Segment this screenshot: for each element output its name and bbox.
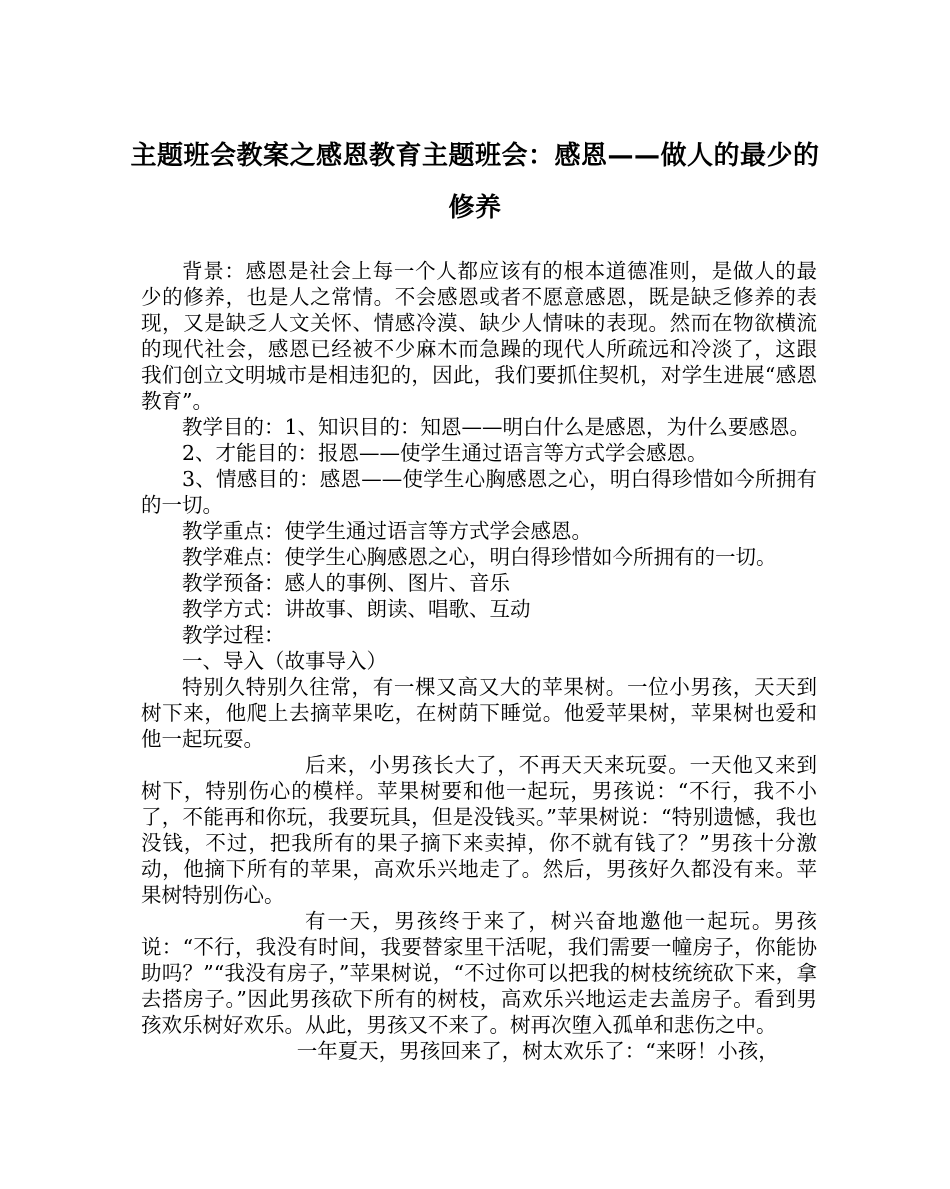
paragraph-story-2: 后来，小男孩长大了，不再天天来玩耍。一天他又来到树下，特别伤心的模样。苹果树要和他一起玩，男孩说：“不行，我不小了，不能再和你玩，我要玩具，但是没钱买。”苹果树说：“特别遗憾，我也没钱，不过，把我所有的果子摘下来卖掉，你不就有钱了？”男孩十分激动，他摘下所有的苹果，高欢乐兴地走了。然后，男孩好久都没有来。苹果树特别伤心。 — [141, 753, 817, 907]
paragraph-teaching-goal-3: 3、情感目的：感恩——使学生心胸感恩之心，明白得珍惜如今所拥有的一切。 — [141, 467, 817, 517]
paragraph-story-1: 特别久特别久往常，有一棵又高又大的苹果树。一位小男孩，天天到树下来，他爬上去摘苹果吃，在树荫下睡觉。他爱苹果树，苹果树也爱和他一起玩耍。 — [141, 675, 817, 751]
paragraph-difficulty: 教学难点：使学生心胸感恩之心，明白得珍惜如今所拥有的一切。 — [182, 545, 777, 569]
paragraph-teaching-goal-2: 2、才能目的：报恩——使学生通过语言等方式学会感恩。 — [182, 441, 708, 465]
paragraph-preparation: 教学预备：感人的事例、图片、音乐 — [182, 571, 510, 595]
document-body — [141, 258, 817, 1064]
paragraph-story-4: 一年夏天，男孩回来了，树太欢乐了：“来呀！小孩， — [296, 1039, 779, 1063]
document-title: 主题班会教案之感恩教育主题班会：感恩——做人的最少的修养 — [130, 141, 820, 223]
paragraph-section-intro: 一、导入（故事导入） — [182, 649, 387, 673]
paragraph-background: 背景：感恩是社会上每一个人都应该有的根本道德准则，是做人的最少的修养，也是人之常情。不会感恩或者不愿意感恩，既是缺乏修养的表现，又是缺乏人文关怀、情感冷漠、缺少人情味的表现。然而在物欲横流的现代社会，感恩已经被不少麻木而急躁的现代人所疏远和冷淡了，这跟我们创立文明城市是相违犯的，因此，我们要抓住契机，对学生进展“感恩教育”。 — [141, 259, 817, 413]
paragraph-process: 教学过程： — [182, 623, 285, 647]
paragraph-story-3: 有一天，男孩终于来了，树兴奋地邀他一起玩。男孩说：“不行，我没有时间，我要替家里干活呢，我们需要一幢房子，你能协助吗？”“我没有房子，”苹果树说，“不过你可以把我的树枝统统砍下来，拿去搭房子。”因此男孩砍下所有的树枝，高欢乐兴地运走去盖房子。看到男孩欢乐树好欢乐。从此，男孩又不来了。树再次堕入孤单和悲伤之中。 — [141, 909, 817, 1037]
paragraph-method: 教学方式：讲故事、朗读、唱歌、互动 — [182, 597, 531, 621]
paragraph-teaching-goal-1: 教学目的：1、知识目的：知恩——明白什么是感恩，为什么要感恩。 — [182, 415, 811, 439]
paragraph-key-point: 教学重点：使学生通过语言等方式学会感恩。 — [182, 519, 592, 543]
